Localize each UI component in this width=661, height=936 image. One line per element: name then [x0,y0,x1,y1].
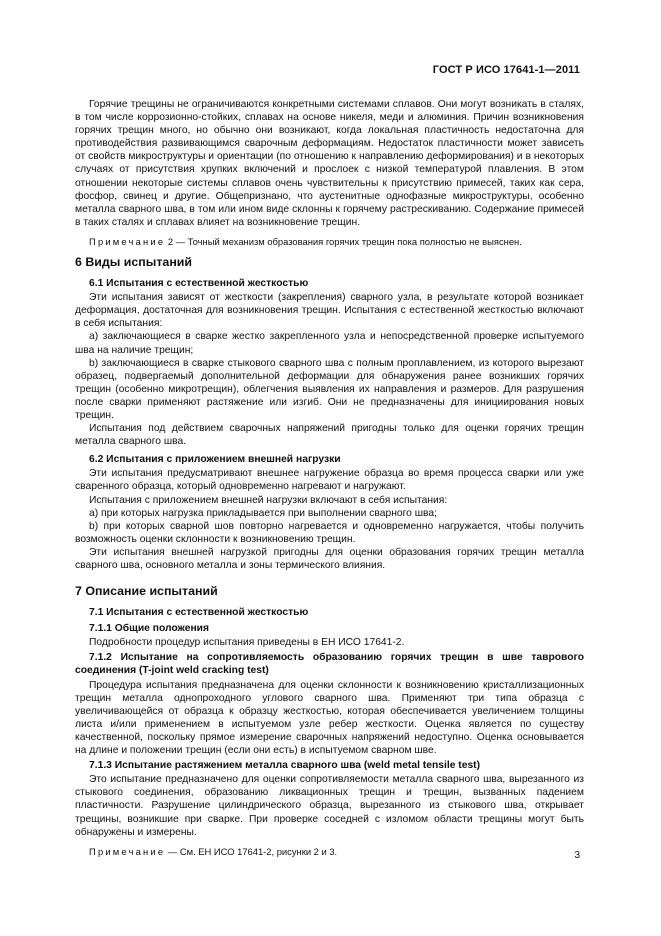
standard-header: ГОСТ Р ИСО 17641-1—2011 [432,64,580,76]
subsection-7-1-3-paragraph: Это испытание предназначено для оценки сопротивляемости металла сварного шва, вырезанного из стыкового соединения, образованию ликвационных трещин и трещин, вызванных падением пластичности. Разрушение цилиндрического образца, вырезанного из стыкового шва, открывает трещины, возникшие при сварке. При проверке соседней с изломом области трещины могут быть обнаружены и измерены. [75,774,584,838]
note-text: 2 — Точный механизм образования горячих трещин пока полностью не выяснен. [165,235,522,247]
note-2 [75,235,584,248]
list-item-6-2-a: a) при которых нагрузка прикладывается при выполнении сварного шва; [89,507,437,519]
subsection-6-2-paragraph-3: Эти испытания внешней нагрузкой пригодны для оценки образования горячих трещин металла сварного шва, основного металла и зоны термического влияния. [75,546,584,571]
intro-paragraph: Горячие трещины не ограничиваются конкретными системами сплавов. Они могут возникать в сталях, в том числе коррозионно-стойких, сплавах на основе никеля, меди и алюминия. Причин возникновения горячих трещин много, но обычно они возникают, когда локальная пластичность недостаточна для противодействия развивающимся сварочным деформациям. Недостаток пластичности может зависеть от свойств микроструктуры и ориентации (по отношению к направлению деформирования) и в некоторых случаях от присутствия хрупких включений и прослоек с низкой температурой плавления. В этом отношении некоторые системы сплавов очень чувствительны к присутствию примесей, таких как сера, фосфор, свинец и другие. Общепризнано, что аустенитные однофазные микроструктуры, особенно металла сварного шва, в том или ином виде склонны к горячему растрескиванию. Содержание примесей в таких сталях и сплавах влияет на возникновение трещин. [75,99,584,228]
subsection-7-1-3-heading: 7.1.3 Испытание растяжением металла сварного шва (weld metal tensile test) [89,760,481,772]
subsection-6-1-heading: 6.1 Испытания с естественной жесткостью [89,278,309,290]
list-item-6-1-b: b) заключающиеся в сварке стыкового сварного шва с полным проплавлением, из которого вырезают образец, подвергаемый дополнительной деформации для обнаружения ранее возникших горячих трещин (особенно микротрещин), облегчения выявления их направления и размеров. Для разрушения после сварки применяют растяжение или изгиб. Они не предназначены для инициирования новых трещин. [75,357,584,421]
subsection-7-1-heading: 7.1 Испытания с естественной жесткостью [89,607,309,619]
note-label: Примечание [89,235,166,247]
section-6-heading: 6 Виды испытаний [75,255,193,270]
subsection-6-2-paragraph-2: Испытания с приложением внешней нагрузки включают в себя испытания: [89,494,448,506]
subsection-6-1-paragraph-2: Испытания под действием сварочных напряжений пригодны только для оценки горячих трещин металла сварного шва. [75,423,584,448]
page-number: 3 [574,850,580,861]
subsection-6-2-heading: 6.2 Испытания с приложением внешней нагрузки [89,454,341,466]
subsection-6-1-paragraph: Эти испытания зависят от жесткости (закрепления) сварного узла, в результате которой возникает деформация, достаточная для возникновения трещин. Испытания с естественной жесткостью включают в себя испытания: [75,292,584,330]
page-content [75,98,584,865]
list-item-6-1-a: a) заключающиеся в сварке жестко закрепленного узла и непосредственной проверке испытуемого шва на наличие трещин; [75,331,584,356]
note-7-1-3 [75,845,584,858]
subsection-7-1-2-heading: 7.1.2 Испытание на сопротивляемость образованию горячих трещин в шве таврового соединения (T-joint weld cracking test) [75,652,584,677]
note-label: Примечание [89,845,166,857]
section-7-heading: 7 Описание испытаний [75,584,218,599]
subsection-7-1-2-paragraph: Процедура испытания предназначена для оценки склонности к возникновению кристаллизационных трещин металла однопроходного углового сварного шва. Применяют три типа образца с увеличивающейся от образца к образцу жесткостью, которая обеспечивается увеличением толщины листа и/или применением в испытуемом узле ребер жесткости. Оценка является по существу качественной, поскольку прямое измерение сварочных напряжений недоступно. Оценка основывается на длине и положении трещин (если они есть) в испытуемом сварном шве. [75,679,584,757]
note-text: — См. ЕН ИСО 17641-2, рисунки 2 и 3. [165,845,338,857]
list-item-6-2-b: b) при которых сварной шов повторно нагревается и одновременно нагружается, чтобы получить возможность оценки склонности к возникновению трещин. [75,520,584,545]
subsection-7-1-1-heading: 7.1.1 Общие положения [89,623,209,635]
subsection-7-1-1-paragraph: Подробности процедур испытания приведены в ЕН ИСО 17641-2. [89,637,405,649]
subsection-6-2-paragraph: Эти испытания предусматривают внешнее нагружение образца во время процесса сварки или уже сваренного образца, который одновременно нагревают и нагружают. [75,468,584,493]
